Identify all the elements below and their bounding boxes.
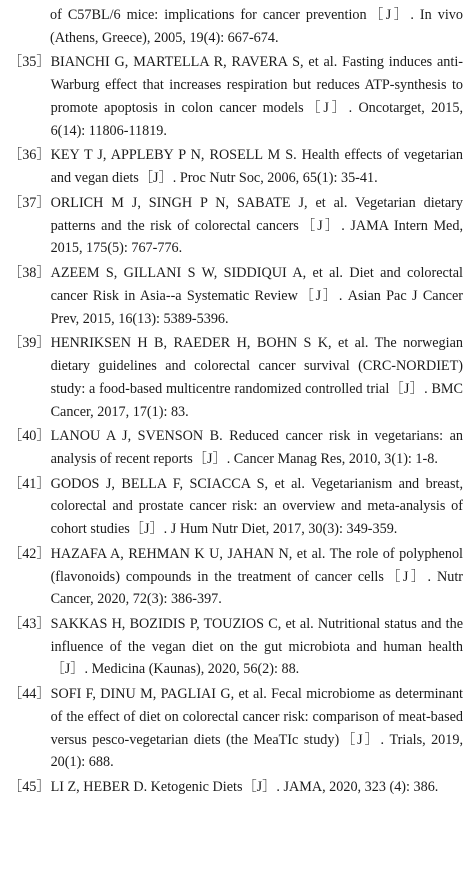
reference-text: SAKKAS H, BOZIDIS P, TOUZIOS C, et al. Nutritional status and the influence of the vegan diet on the gut microbiota and human health［J］. Medicina (Kaunas), 2020, 56(2): 88. — [50, 615, 463, 678]
reference-number: ［38］ — [8, 264, 51, 281]
reference-item — [8, 192, 463, 260]
reference-number: ［37］ — [8, 194, 51, 211]
reference-item — [8, 262, 463, 330]
reference-item — [8, 776, 463, 799]
reference-text: of C57BL/6 mice: implications for cancer prevention［J］. In vivo (Athens, Greece), 2005, 19(4): 667-674. — [50, 7, 463, 46]
reference-item — [8, 51, 463, 142]
reference-text: HENRIKSEN H B, RAEDER H, BOHN S K, et al. The norwegian dietary guidelines and colorectal cancer survival (CRC-NORDIET) study: a food-based multicentre randomized controlled trial［J］. BMC Cancer, 2017, 17(1): 83. — [50, 335, 463, 420]
reference-number: ［36］ — [8, 147, 51, 164]
reference-text: BIANCHI G, MARTELLA R, RAVERA S, et al. Fasting induces anti-Warburg effect that increases respiration but reduces ATP-synthesis to promote apoptosis in colon cancer models［J］. Oncotarget, 2015, 6(14): 11806-11819. — [50, 54, 463, 139]
reference-text: HAZAFA A, REHMAN K U, JAHAN N, et al. The role of polyphenol (flavonoids) compounds in the treatment of cancer cells［J］. Nutr Cancer, 2020, 72(3): 386-397. — [50, 545, 463, 608]
reference-number: ［43］ — [8, 615, 51, 632]
reference-text: LANOU A J, SVENSON B. Reduced cancer risk in vegetarians: an analysis of recent reports［J］. Cancer Manag Res, 2010, 3(1): 1-8. — [50, 428, 463, 467]
reference-number: ［40］ — [8, 428, 51, 445]
reference-item — [8, 543, 463, 611]
reference-text: GODOS J, BELLA F, SCIACCA S, et al. Vegetarianism and breast, colorectal and prostate cancer risk: an overview and meta-analysis of cohort studies［J］. J Hum Nutr Diet, 2017, 30(3): 349-359. — [50, 475, 463, 538]
reference-item — [8, 473, 463, 541]
reference-number: ［41］ — [8, 475, 51, 492]
reference-text: ORLICH M J, SINGH P N, SABATE J, et al. Vegetarian dietary patterns and the risk of colorectal cancers［J］. JAMA Intern Med, 2015, 175(5): 767-776. — [50, 194, 463, 257]
reference-item — [8, 332, 463, 423]
reference-item — [8, 613, 463, 681]
reference-text: SOFI F, DINU M, PAGLIAI G, et al. Fecal microbiome as determinant of the effect of diet on colorectal cancer risk: comparison of meat-based versus pesco-vegetarian diets (the MeaTIc study)［J］. Trials, 2019, 20(1): 688. — [50, 686, 463, 771]
reference-text: AZEEM S, GILLANI S W, SIDDIQUI A, et al. Diet and colorectal cancer Risk in Asia--a Systematic Review［J］. Asian Pac J Cancer Prev, 2015, 16(13): 5389-5396. — [50, 264, 463, 327]
reference-item — [8, 683, 463, 774]
reference-item — [8, 4, 463, 50]
reference-text: LI Z, HEBER D. Ketogenic Diets［J］. JAMA, 2020, 323 (4): 386. — [50, 779, 439, 796]
reference-number: ［35］ — [8, 54, 51, 71]
reference-number: ［45］ — [8, 779, 51, 796]
reference-text: KEY T J, APPLEBY P N, ROSELL M S. Health effects of vegetarian and vegan diets［J］. Proc Nutr Soc, 2006, 65(1): 35-41. — [50, 147, 463, 187]
reference-item — [8, 425, 463, 471]
reference-number: ［42］ — [8, 545, 51, 562]
reference-number: ［44］ — [8, 686, 51, 703]
reference-item — [8, 144, 463, 190]
reference-number: ［39］ — [8, 335, 51, 352]
reference-list — [8, 4, 463, 799]
